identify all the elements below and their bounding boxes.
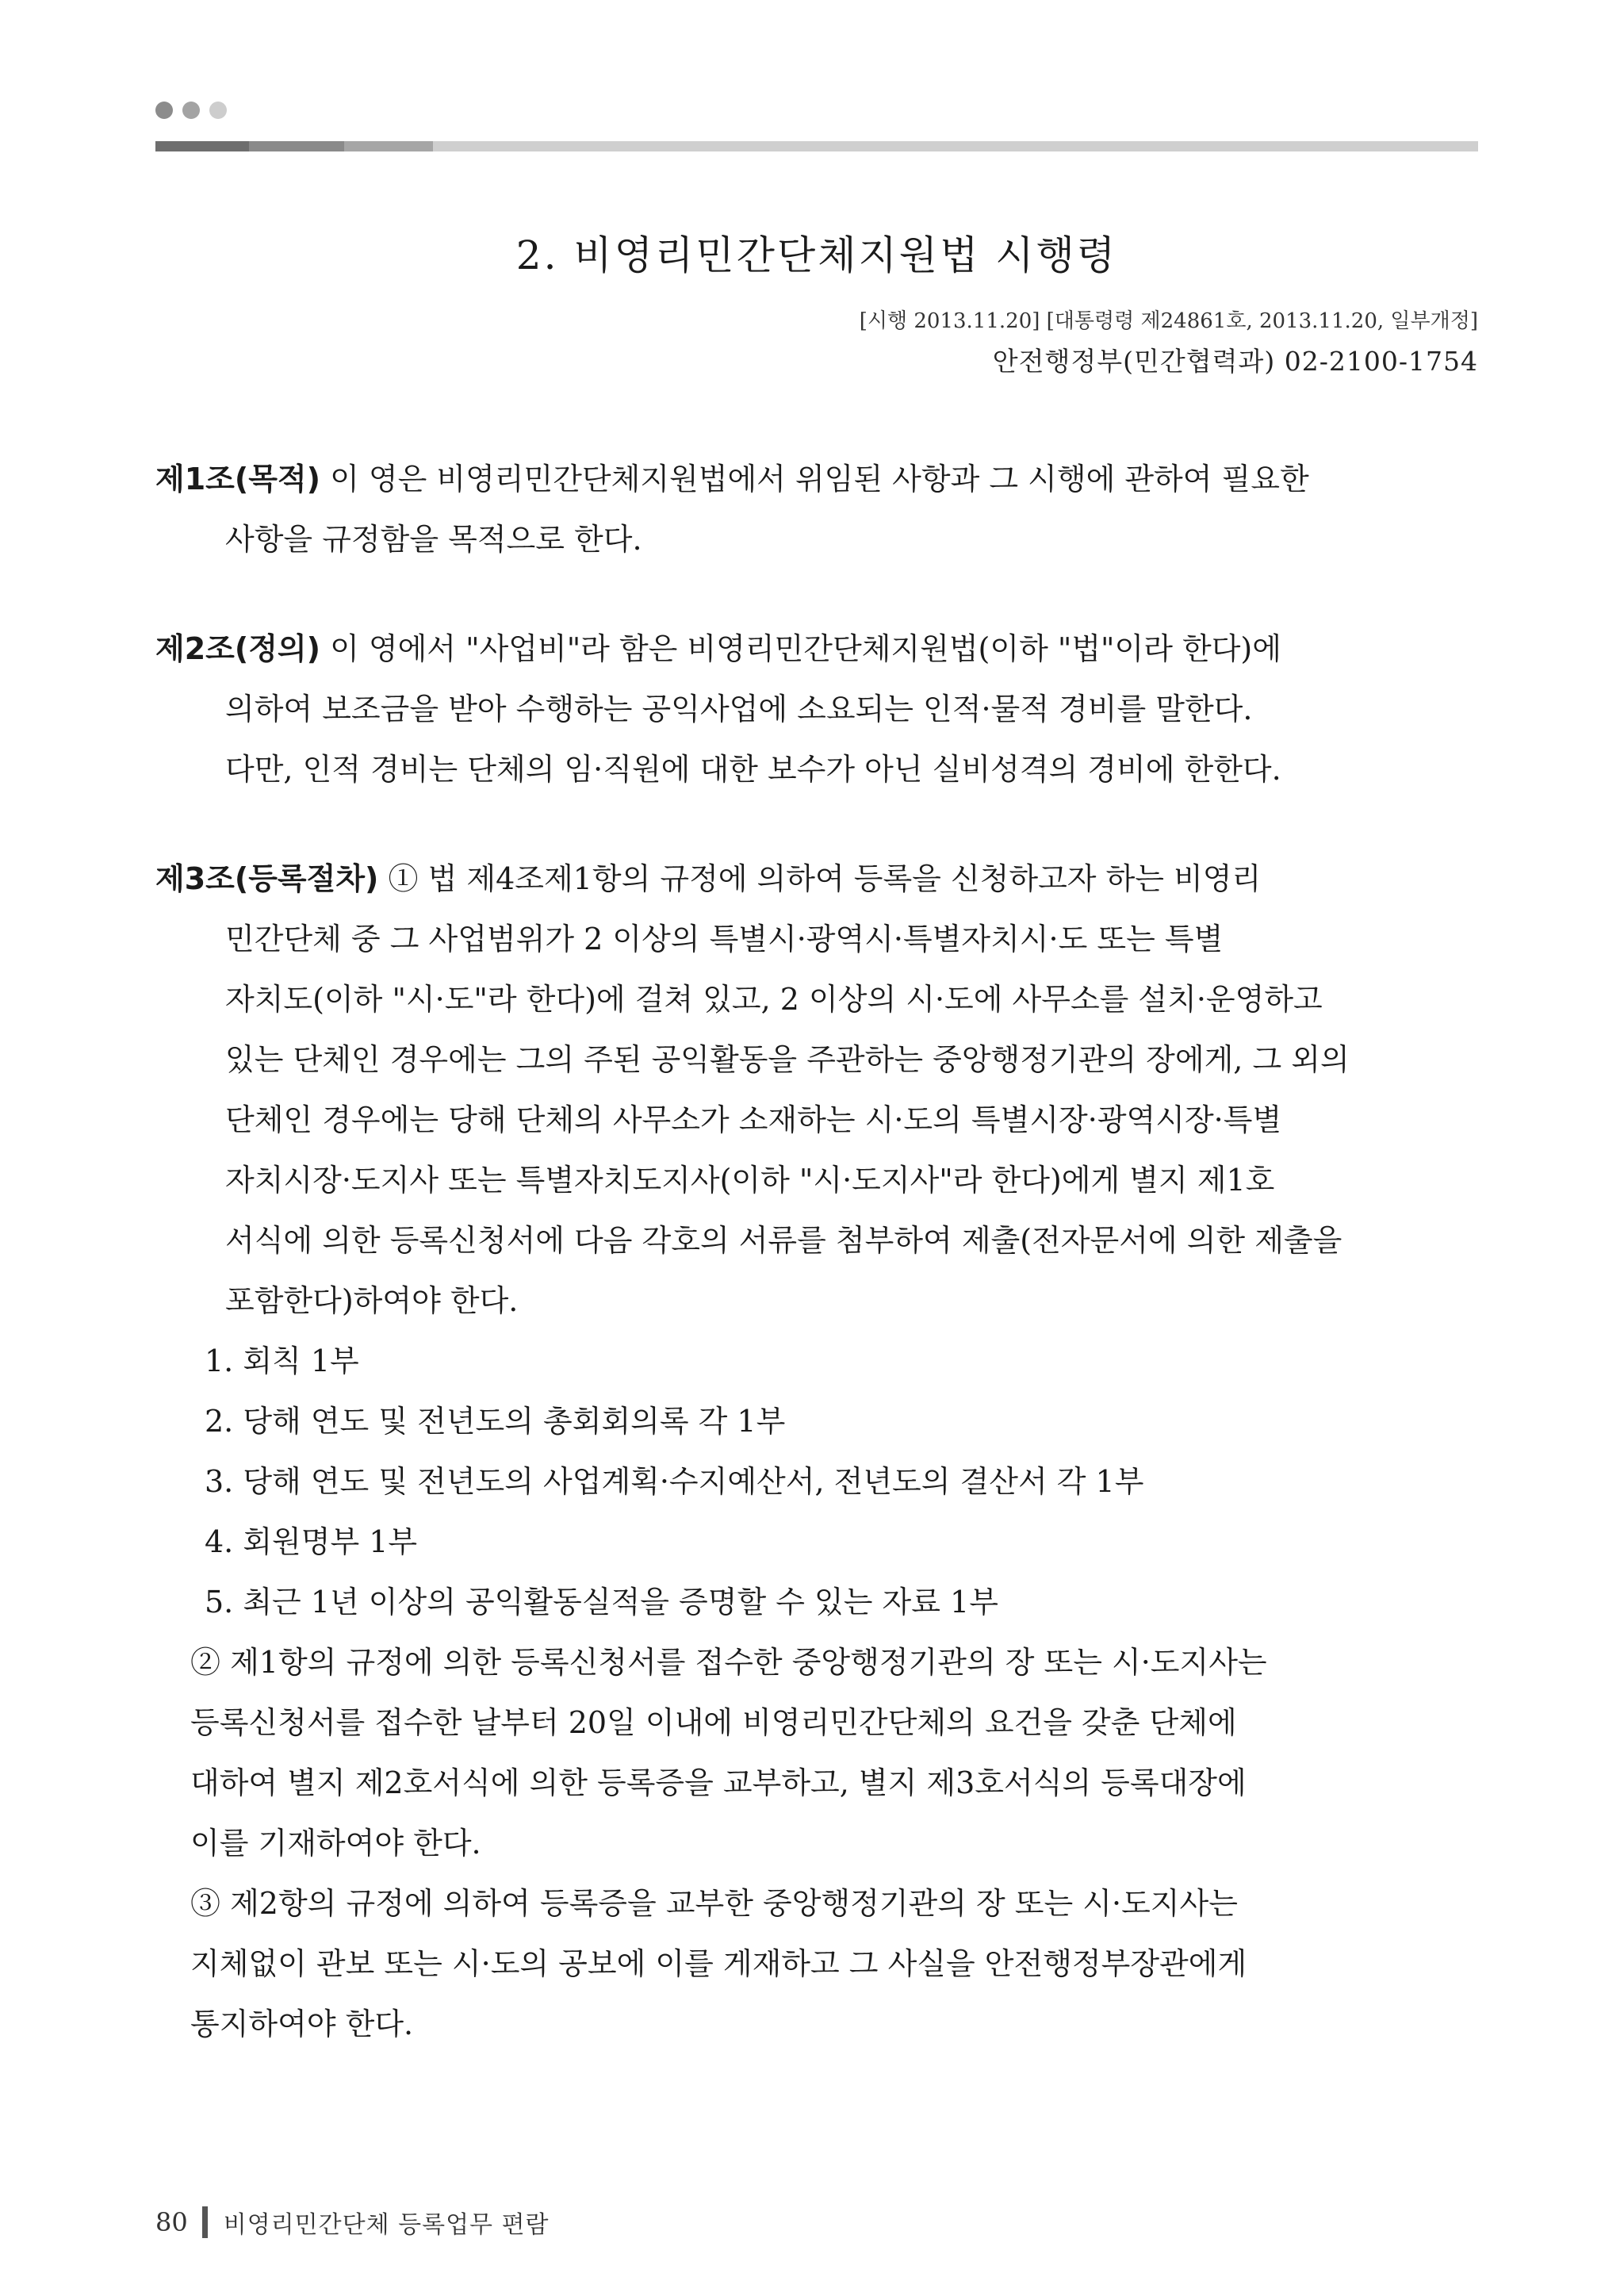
list-item: 1. 회칙 1부 — [205, 1343, 359, 1378]
article-3: 제3조(등록절차) ① 법 제4조제1항의 규정에 의하여 등록을 신청하고자 하는 비영리 민간단체 중 그 사업범위가 2 이상의 특별시·광역시·특별자치시·도 또는 특별 자치도(이하 "시·도"라 한다)에 걸쳐 있고, 2 이상의 시·도에 사무소를 설치·운영하고 있는 단체인 경우에는 그의 주된 공익활동을 주관하는 중앙행정기관의 장에게, 그 외의 단체인 경우에는 당해 단체의 사무소가 소재하는 시·도의 특별시장·광역시장·특별 자치시장·도지사 또는 특별자치도지사(이하 "시·도지사"라 한다)에게 별지 제1호 서식에 의한 등록신청서에 다음 각호의 서류를 첨부하여 제출(전자문서에 의한 제출을 포함한다)하여야 한다. 1. 회칙 1부 2. 당해 연도 및 전년도의 총회회의록 각 1부 3. 당해 연도 및 전년도의 사업계획·수지예산서, 전년도의 결산서 각 1부 4. 회원명부 1부 5. 최근 1년 이상의 공익활동실적을 증명할 수 있는 자료 1부 ② 제1항의 규정에 의한 등록신청서를 접수한 중앙행정기관의 장 또는 시·도지사는 등록신청서를 접수한 날부터 20일 이내에 비영리민간단체의 요건을 갖춘 단체에 대하여 별지 제2호서식에 의한 등록증을 교부하고, 별지 제3호서식의 등록대장에 이를 기재하여야 한다. ③ 제2항의 규정에 의하여 등록증을 교부한 중앙행정기관의 장 또는 시·도지사는 지체없이 관보 또는 시·도의 공보에 이를 게재하고 그 사실을 안전행정부장관에게 통지하여야 한다. — [155, 849, 1478, 2054]
article-1: 제1조(목적) 이 영은 비영리민간단체지원법에서 위임된 사항과 그 시행에 관하여 필요한 사항을 규정함을 목적으로 한다. — [155, 462, 1309, 557]
dot-dark — [155, 102, 173, 119]
list-item: 5. 최근 1년 이상의 공익활동실적을 증명할 수 있는 자료 1부 — [205, 1585, 998, 1619]
article-3-paragraph-3: ③ 제2항의 규정에 의하여 등록증을 교부한 중앙행정기관의 장 또는 시·도지사는 지체없이 관보 또는 시·도의 공보에 이를 게재하고 그 사실을 안전행정부장관에게 통지하여야 한다. — [190, 1886, 1247, 2041]
page-number: 80 — [155, 2207, 188, 2237]
article-2-heading: 제2조(정의) — [155, 631, 321, 666]
page-title: 2. 비영리민간단체지원법 시행령 — [515, 232, 1118, 278]
header-dots — [155, 102, 227, 119]
list-item: 4. 회원명부 1부 — [205, 1524, 418, 1559]
book-title: 비영리민간단체 등록업무 편람 — [223, 2211, 550, 2239]
list-item: 3. 당해 연도 및 전년도의 사업계획·수지예산서, 전년도의 결산서 각 1부 — [205, 1464, 1144, 1499]
article-3-heading: 제3조(등록절차) — [155, 861, 379, 896]
required-documents-list — [155, 1331, 1478, 1632]
article-3-paragraph-2: ② 제1항의 규정에 의한 등록신청서를 접수한 중앙행정기관의 장 또는 시·도지사는 등록신청서를 접수한 날부터 20일 이내에 비영리민간단체의 요건을 갖춘 단체에 대하여 별지 제2호서식에 의한 등록증을 교부하고, 별지 제3호서식의 등록대장에 이를 기재하여야 한다. — [190, 1645, 1267, 1861]
article-1-heading: 제1조(목적) — [155, 462, 321, 496]
department-contact: 안전행정부(민간협력과) 02-2100-1754 — [992, 346, 1478, 377]
dot-light — [209, 102, 227, 119]
page-footer — [155, 2205, 550, 2240]
header-rule — [155, 141, 1478, 151]
dot-medium — [182, 102, 200, 119]
article-2: 제2조(정의) 이 영에서 "사업비"라 함은 비영리민간단체지원법(이하 "법"이라 한다)에 의하여 보조금을 받아 수행하는 공익사업에 소요되는 인적·물적 경비를 말한다. 다만, 인적 경비는 단체의 임·직원에 대한 보수가 아닌 실비성격의 경비에 한한다. — [155, 631, 1281, 787]
enforcement-info: [시행 2013.11.20] [대통령령 제24861호, 2013.11.20, 일부개정] — [859, 309, 1478, 333]
footer-separator — [202, 2206, 208, 2238]
list-item: 2. 당해 연도 및 전년도의 총회회의록 각 1부 — [205, 1404, 786, 1439]
